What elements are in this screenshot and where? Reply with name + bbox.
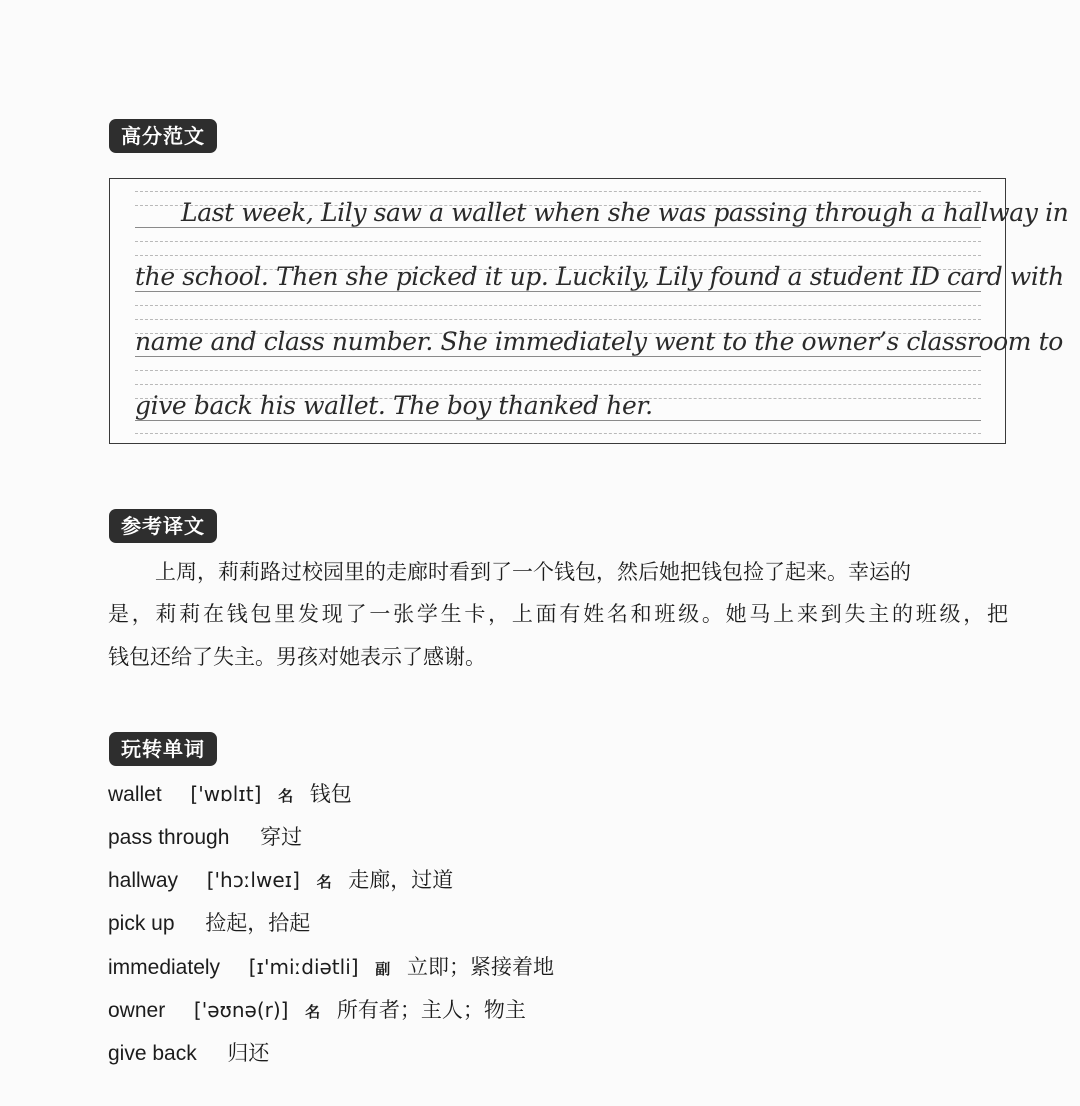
vocab-row — [108, 907, 310, 939]
vocab-word: pass through — [108, 826, 230, 849]
ruled-line — [135, 255, 981, 256]
translation-line: 上周，莉莉路过校园里的走廊时看到了一个钱包，然后她把钱包捡了起来。幸运的 — [155, 560, 911, 584]
vocab-phonetic: [ɪ'miːdiətli] — [248, 955, 359, 979]
essay-line: name and class number. She immediately went to the owner’s classroom to — [135, 327, 1063, 356]
ruled-line — [135, 191, 981, 192]
vocab-phonetic: ['əʊnə(r)] — [193, 998, 289, 1022]
essay-section-tag: 高分范文 — [109, 119, 217, 153]
ruled-line — [135, 319, 981, 320]
vocab-phonetic: ['hɔːlweɪ] — [206, 868, 300, 892]
vocab-word: owner — [108, 999, 166, 1022]
essay-box — [109, 178, 1069, 444]
vocab-meaning: 归还 — [227, 1041, 270, 1065]
ruled-line — [135, 384, 981, 385]
vocab-row — [108, 1037, 269, 1069]
vocab-meaning: 立即；紧接着地 — [406, 955, 554, 979]
vocab-section-tag: 玩转单词 — [109, 732, 217, 766]
ruled-line — [135, 433, 981, 434]
vocab-meaning: 穿过 — [260, 825, 303, 849]
vocab-row — [108, 994, 526, 1026]
vocab-meaning: 钱包 — [309, 782, 352, 806]
essay-line: Last week, Lily saw a wallet when she was passing through a hallway in — [181, 198, 1069, 227]
essay-line: the school. Then she picked it up. Luckily, Lily found a student ID card with — [135, 262, 1064, 291]
vocab-word: pick up — [108, 912, 175, 935]
translation-line: 钱包还给了失主。男孩对她表示了感谢。 — [108, 645, 486, 669]
vocab-pos-badge: 副 — [375, 960, 391, 978]
essay-line: give back his wallet. The boy thanked her. — [135, 391, 653, 420]
vocab-phonetic: ['wɒlɪt] — [190, 782, 262, 806]
ruled-line — [135, 305, 981, 306]
vocab-row — [108, 821, 302, 853]
vocab-word: hallway — [108, 869, 179, 892]
vocab-pos-badge: 名 — [305, 1003, 321, 1021]
vocab-pos-badge: 名 — [316, 873, 332, 891]
translation-section-tag: 参考译文 — [109, 509, 217, 543]
vocab-pos-badge: 名 — [278, 787, 294, 805]
vocab-row — [108, 778, 352, 810]
vocab-word: give back — [108, 1042, 197, 1065]
vocab-row — [108, 864, 453, 896]
vocab-row — [108, 951, 554, 983]
vocab-word: immediately — [108, 956, 221, 979]
ruled-line — [135, 370, 981, 371]
vocab-meaning: 走廊，过道 — [348, 868, 454, 892]
vocab-meaning: 所有者；主人；物主 — [336, 998, 526, 1022]
vocab-meaning: 捡起，拾起 — [205, 911, 311, 935]
ruled-line — [135, 241, 981, 242]
translation-line: 是，莉莉在钱包里发现了一张学生卡，上面有姓名和班级。她马上来到失主的班级，把 — [108, 602, 1008, 626]
vocab-word: wallet — [108, 783, 162, 806]
